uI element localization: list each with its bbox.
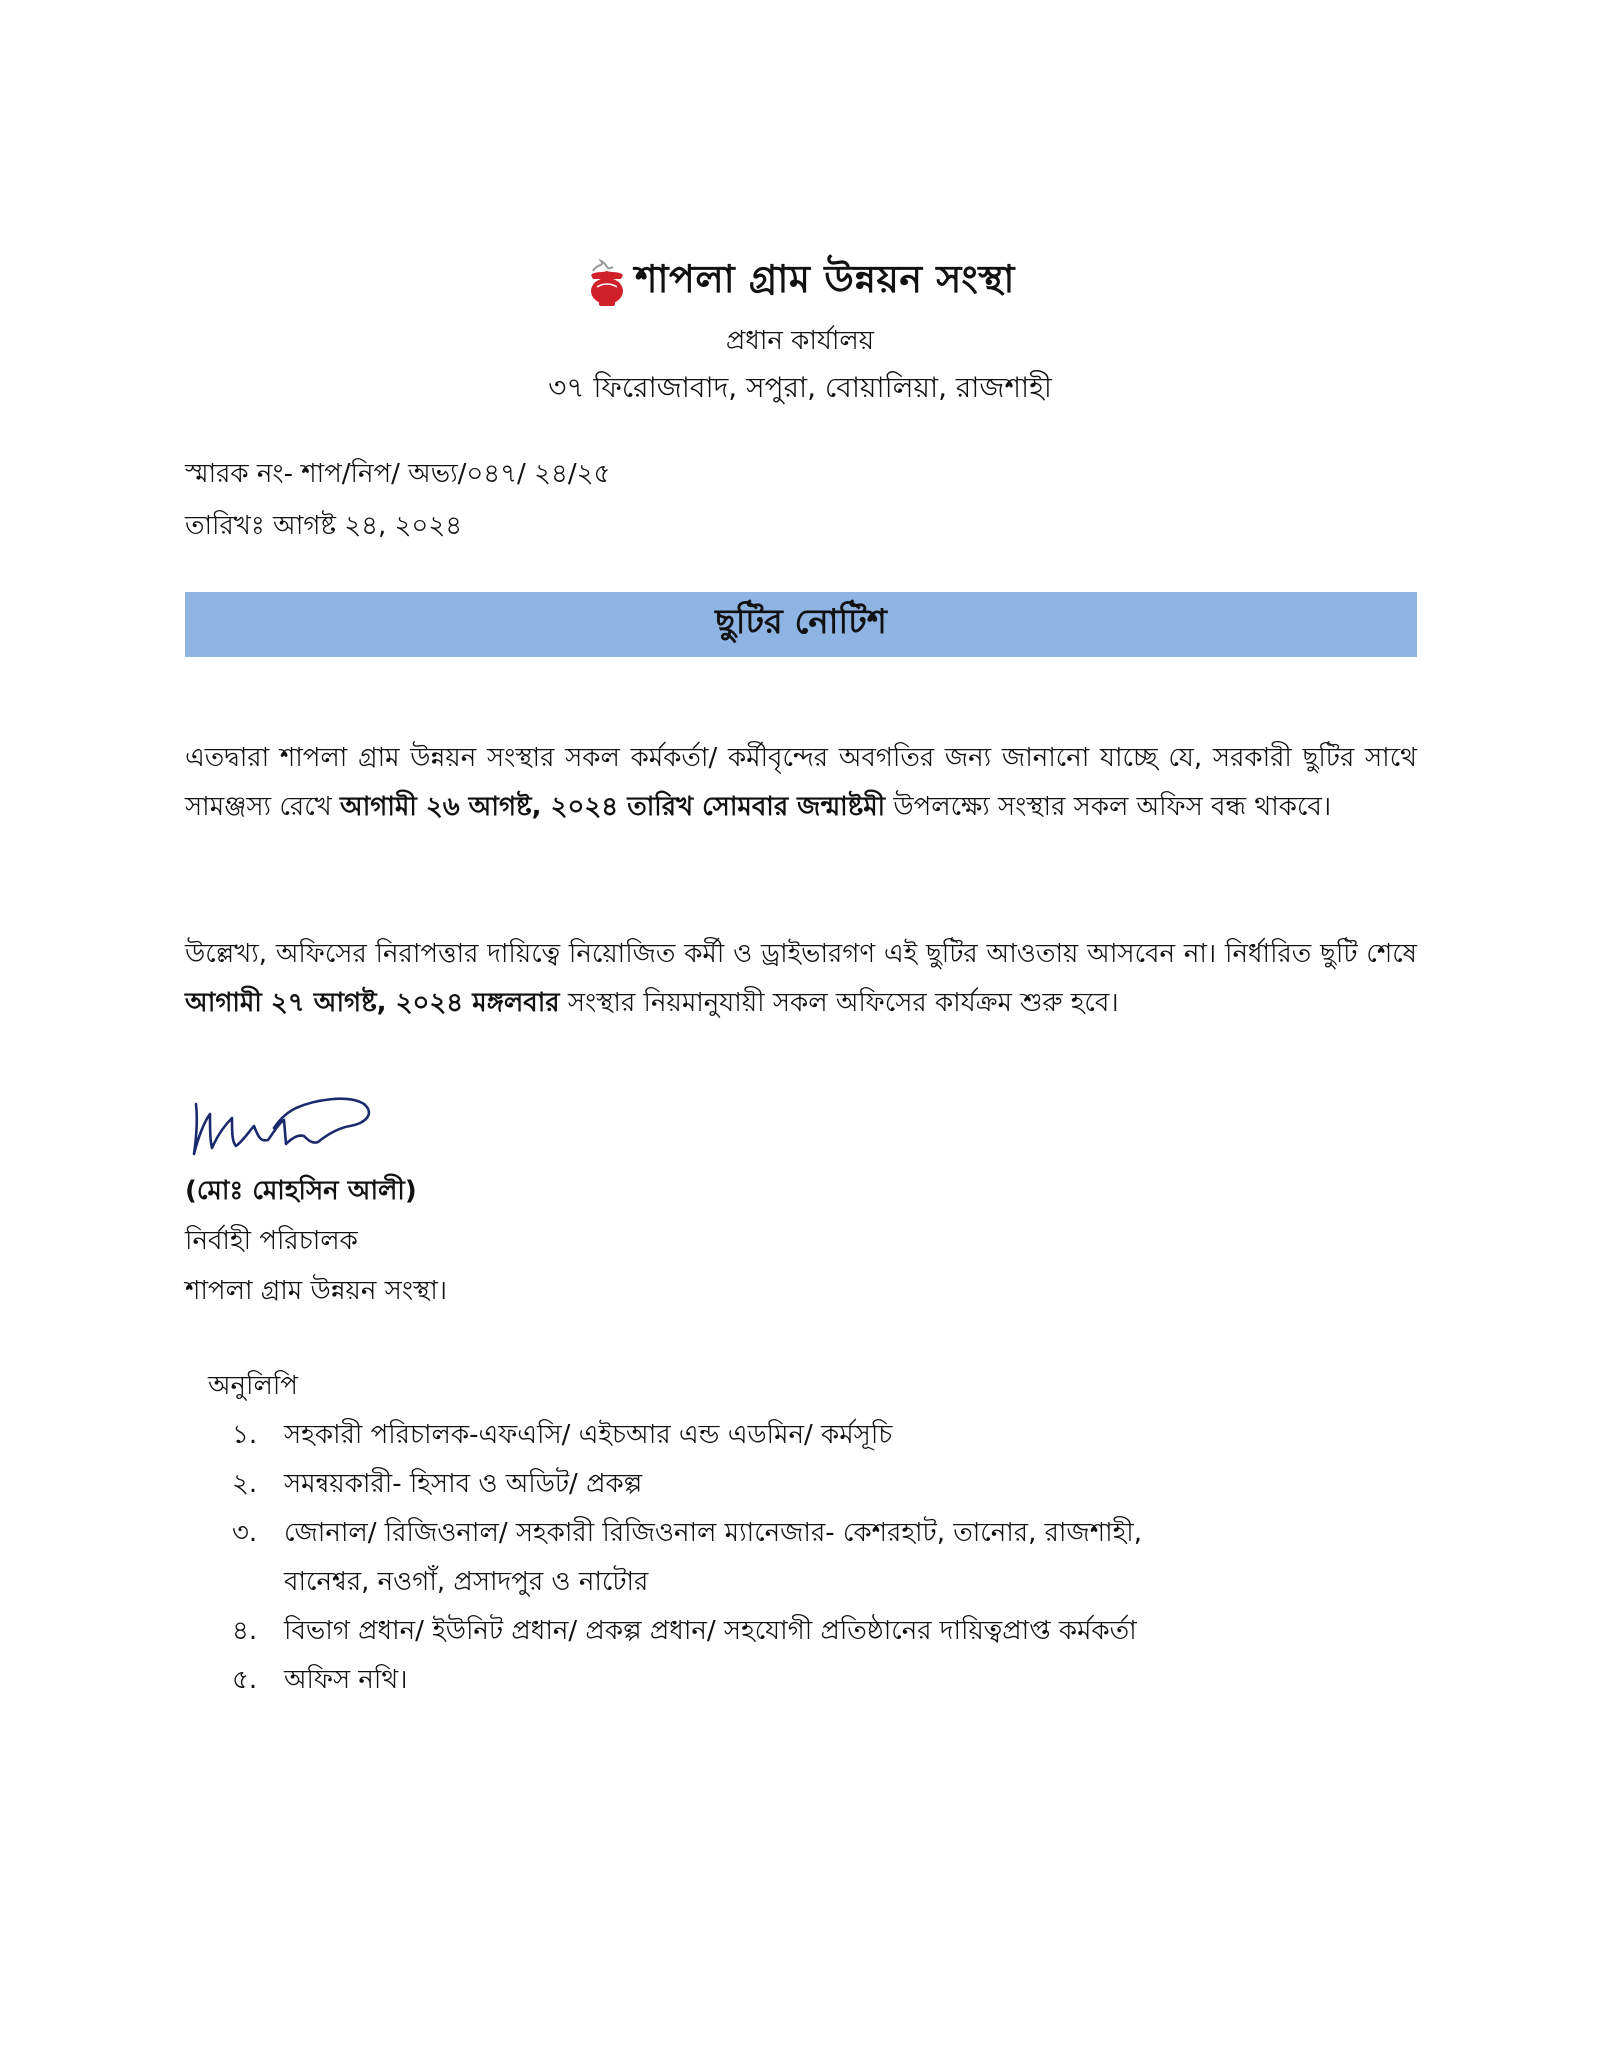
list-item-number: ৪. xyxy=(232,1616,258,1646)
list-item-text: অফিস নথি। xyxy=(284,1665,408,1695)
list-item xyxy=(232,1656,1164,1705)
list-item-text: সহকারী পরিচালক-এফএসি/ এইচআর এন্ড এডমিন/ কর্মসূচি xyxy=(284,1420,893,1450)
list-item xyxy=(232,1460,1164,1509)
copies-heading: অনুলিপি xyxy=(208,1371,298,1401)
notice-title-band xyxy=(185,592,1417,657)
signatory-block xyxy=(185,1166,447,1316)
list-item xyxy=(232,1509,1164,1607)
signatory-name: (মোঃ মোহসিন আলী) xyxy=(185,1176,417,1206)
list-item-number: ২. xyxy=(232,1469,258,1499)
list-item-number: ৩. xyxy=(232,1518,258,1548)
list-item-number: ৫. xyxy=(232,1665,258,1695)
resume-date-highlight: আগামী ২৭ আগষ্ট, ২০২৪ মঙ্গলবার xyxy=(185,988,560,1018)
list-item-number: ১. xyxy=(232,1420,258,1450)
list-item-text: জোনাল/ রিজিওনাল/ সহকারী রিজিওনাল ম্যানেজার- কেশরহাট, তানোর, রাজশাহী, বানেশ্বর, নওগাঁ, প্রসাদপুর ও নাটোর xyxy=(284,1518,1143,1597)
office-address: ৩৭ ফিরোজাবাদ, সপুরা, বোয়ালিয়া, রাজশাহী xyxy=(548,371,1052,404)
lotus-pot-logo-icon xyxy=(585,257,629,307)
notice-paragraph-1 xyxy=(185,734,1417,832)
list-item xyxy=(232,1411,1164,1460)
paragraph-2-text-start: উল্লেখ্য, অফিসের নিরাপত্তার দায়িত্বে নিয়োজিত কর্মী ও ড্রাইভারগণ এই ছুটির আওতায় আসবেন না। নির্ধারিত ছুটি শেষে xyxy=(185,939,1417,969)
org-title-line xyxy=(0,252,1600,312)
list-item-text: বিভাগ প্রধান/ ইউনিট প্রধান/ প্রকল্প প্রধান/ সহযোগী প্রতিষ্ঠানের দায়িত্বপ্রাপ্ত কর্মকর্তা xyxy=(284,1616,1137,1646)
office-name: প্রধান কার্যালয় xyxy=(725,326,875,356)
copies-section xyxy=(208,1362,1164,1705)
handwritten-signature xyxy=(188,1082,378,1162)
list-item-text: সমন্বয়কারী- হিসাব ও অডিট/ প্রকল্প xyxy=(284,1469,643,1499)
list-item xyxy=(232,1607,1164,1656)
org-name: শাপলা গ্রাম উন্নয়ন সংস্থা xyxy=(635,257,1015,301)
paragraph-2-text-end: সংস্থার নিয়মানুযায়ী সকল অফিসের কার্যক্রম শুরু হবে। xyxy=(559,988,1119,1018)
memo-date: তারিখঃ আগষ্ট ২৪, ২০২৪ xyxy=(185,511,463,541)
signatory-organization: শাপলা গ্রাম উন্নয়ন সংস্থা। xyxy=(185,1276,448,1306)
notice-title: ছুটির নোটিশ xyxy=(715,602,887,642)
signatory-designation: নির্বাহী পরিচালক xyxy=(185,1226,358,1256)
paragraph-1-text-start: এতদ্বারা শাপলা গ্রাম উন্নয়ন সংস্থার সকল কর্মকর্তা/ কর্মীবৃন্দের অবগতির জন্য জানানো যাচ্ছে যে, সরকারী ছুটির সাথে সামঞ্জস্য রেখে xyxy=(185,743,1417,822)
letterhead xyxy=(0,252,1600,406)
memo-reference: স্মারক নং- শাপ/নিপ/ অভ্য/০৪৭/ ২৪/২৫ xyxy=(185,459,611,489)
copies-list xyxy=(208,1411,1164,1705)
memo-block xyxy=(185,448,610,552)
notice-paragraph-2 xyxy=(185,930,1417,1028)
paragraph-1-text-end: উপলক্ষ্যে সংস্থার সকল অফিস বন্ধ থাকবে। xyxy=(885,792,1332,822)
holiday-date-highlight: আগামী ২৬ আগষ্ট, ২০২৪ তারিখ সোমবার জন্মাষ্টমী xyxy=(339,792,886,822)
